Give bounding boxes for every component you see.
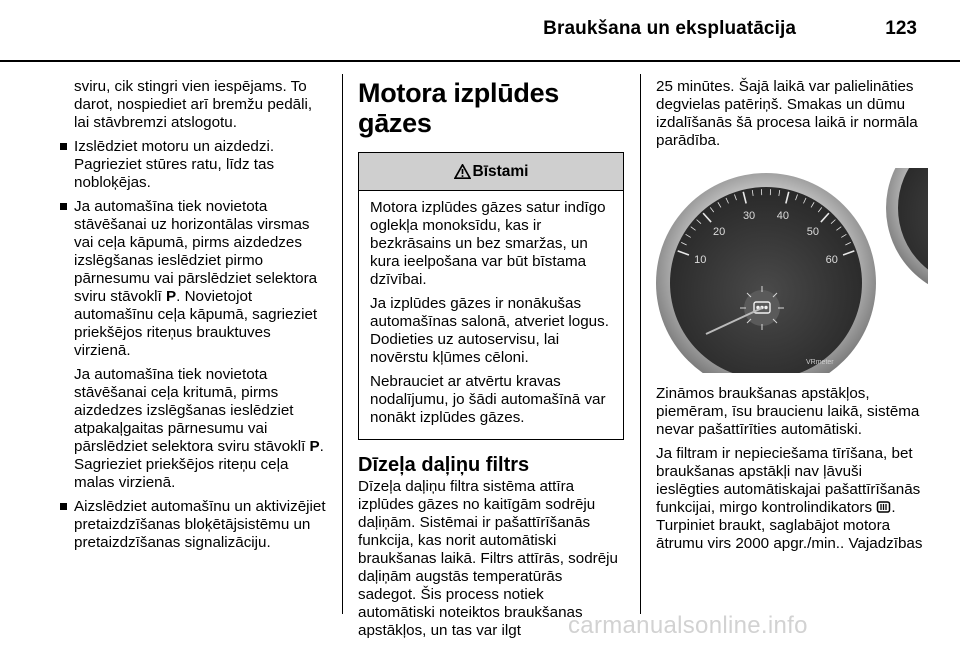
instrument-gauge-image xyxy=(656,168,928,373)
header-rule xyxy=(0,60,960,62)
gauge-brand-text: VRmeter xyxy=(806,359,834,366)
warning-triangle-icon xyxy=(454,164,471,179)
square-bullet-icon xyxy=(60,203,67,210)
body-paragraph: Dīzeļa daļiņu filtra sistēma attīra izplūdes gāzes no kaitīgām sodrēju daļiņām. Sistēmai ir pašattīrīšanās funkcija, kas norit automātiski braukšanas laikā. Filtrs attīrās, sodrēju daļiņām augstās temperatūrās sadegot. Šis process notiek automātiski noteiktos braukšanas apstākļos, un tas var ilgt xyxy=(358,478,624,640)
danger-warning-box xyxy=(358,152,624,440)
body-paragraph: Zināmos braukšanas apstākļos, piemēram, īsu braucienu laikā, sistēma nevar pašattīrīties automātiski. xyxy=(656,385,928,439)
bullet-text: Izslēdziet motoru un aizdedzi. Pagrieziet stūres ratu, līdz tas nobloķējas. xyxy=(74,138,274,191)
column-middle xyxy=(358,78,624,646)
bullet-text: Ja automašīna tiek novietota stāvēšanai uz horizontālas virsmas vai ceļa kāpumā, pirms aizdedzes izslēgšanas ieslēdziet pirmo pārnesumu vai pārslēdziet selektora sviru stāvoklī P. Novietojot automašīnu ceļa kāpumā, sagrieziet priekšējos riteņus brauktuves virzienā. xyxy=(74,198,327,360)
column-left xyxy=(59,78,327,558)
bullet-item xyxy=(59,498,327,552)
running-header-title: Braukšana un ekspluatācija xyxy=(543,18,796,40)
column-divider-2 xyxy=(640,74,641,614)
bullet-item xyxy=(59,198,327,492)
warning-title: Bīstami xyxy=(473,163,529,181)
gauge-tick-label: 10 xyxy=(694,254,706,266)
warning-body xyxy=(359,191,623,439)
watermark: carmanualsonline.info xyxy=(568,612,808,640)
column-right xyxy=(656,78,928,559)
page-number: 123 xyxy=(885,18,917,40)
gauge-face xyxy=(670,187,862,373)
body-paragraph: Ja filtram ir nepieciešama tīrīšana, bet braukšanas apstākļi nav ļāvuši ieslēgties automātiskajai pašattīrīšanās funkcijai, mirgo kontrolindikators . Turpiniet braukt, saglabājot motora ātrumu virs 2000 apgr./min.. Vajadzības xyxy=(656,445,928,553)
diesel-filter-indicator-icon xyxy=(876,500,891,514)
warning-paragraph: Nebrauciet ar atvērtu kravas nodalījumu, jo šādi automašīnā var nonākt izplūdes gāzes. xyxy=(370,373,613,427)
gauge-tick-label: 40 xyxy=(777,210,789,222)
bullet-text: Ja automašīna tiek novietota stāvēšanai ceļa kritumā, pirms aizdedzes izslēgšanas ieslēdziet atpakaļgaitas pārnesumu vai pārslēdziet selektora sviru stāvoklī P. Sagrieziet priekšējos riteņu ceļa malas virzienā. xyxy=(74,366,327,492)
square-bullet-icon xyxy=(60,143,67,150)
gauge-tick-label: 60 xyxy=(826,254,838,266)
column-divider-1 xyxy=(342,74,343,614)
square-bullet-icon xyxy=(60,503,67,510)
gauge-tick-label: 30 xyxy=(743,210,755,222)
section-heading: Motora izplūdes gāzes xyxy=(358,78,624,138)
gauge-tick-label: 20 xyxy=(713,226,725,238)
warning-header xyxy=(359,153,623,191)
bullet-text: Aizslēdziet automašīnu un aktivizējiet pretaizdzīšanas bloķētājsistēmu un pretaizdzīšanas signalizāciju. xyxy=(74,498,326,551)
bullet-item xyxy=(59,138,327,192)
subsection-heading: Dīzeļa daļiņu filtrs xyxy=(358,454,624,476)
gauge-tick-label: 50 xyxy=(807,226,819,238)
body-paragraph: 25 minūtes. Šajā laikā var palielināties degvielas patēriņš. Smakas un dūmu izdalīšanās šā procesa laikā ir normāla parādība. xyxy=(656,78,928,150)
continuation-paragraph: sviru, cik stingri vien iespējams. To darot, nospiediet arī bremžu pedāli, lai stāvbremzi atslogotu. xyxy=(59,78,327,132)
warning-paragraph: Ja izplūdes gāzes ir nonākušas automašīnas salonā, atveriet logus. Dodieties uz autoservisu, lai novērstu kļūmes cēloni. xyxy=(370,295,613,367)
warning-paragraph: Motora izplūdes gāzes satur indīgo oglekļa monoksīdu, kas ir bezkrāsains un bez smaržas, un kura ieelpošana var būt bīstama dzīvībai. xyxy=(370,199,613,289)
